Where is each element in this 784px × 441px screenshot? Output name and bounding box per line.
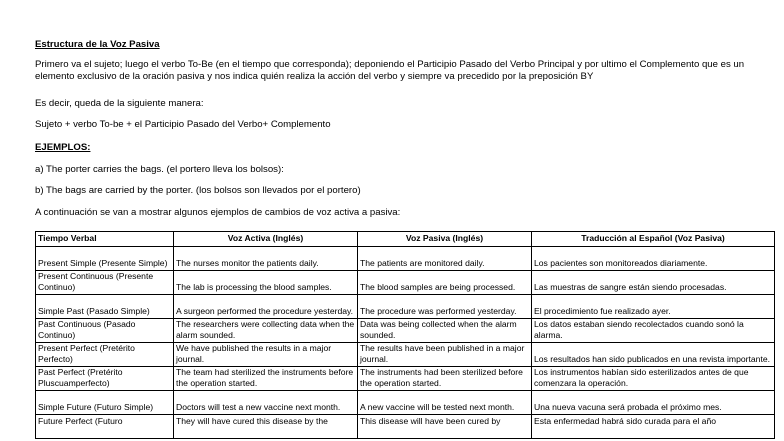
page-title: Estructura de la Voz Pasiva: [35, 39, 160, 50]
continuation-text: A continuación se van a mostrar algunos ejemplos de cambios de voz activa a pasiva:: [35, 207, 401, 218]
table-cell: The instruments had been sterilized before the operation started.: [358, 367, 532, 391]
table-header-row: [36, 232, 775, 247]
table-row: [36, 415, 775, 439]
formula-text: Sujeto + verbo To-be + el Participio Pasado del Verbo+ Complemento: [35, 119, 331, 130]
table-row: [36, 247, 775, 271]
table-cell: Present Simple (Presente Simple): [36, 247, 174, 271]
table-cell: A new vaccine will be tested next month.: [358, 391, 532, 415]
table-cell: We have published the results in a major journal.: [174, 343, 358, 367]
examples-heading: EJEMPLOS:: [35, 142, 91, 153]
table-cell: Present Perfect (Pretérito Perfecto): [36, 343, 174, 367]
table-cell: This disease will have been cured by: [358, 415, 532, 439]
header-traduccion: Traducción al Español (Voz Pasiva): [532, 232, 775, 247]
table-cell: They will have cured this disease by the: [174, 415, 358, 439]
table-row: [36, 343, 775, 367]
table-row: [36, 391, 775, 415]
table-cell: Past Continuous (Pasado Continuo): [36, 319, 174, 343]
table-cell: Esta enfermedad habrá sido curada para el año: [532, 415, 775, 439]
es-decir-text: Es decir, queda de la siguiente manera:: [35, 98, 204, 109]
table-row: [36, 271, 775, 295]
table-cell: A surgeon performed the procedure yesterday.: [174, 295, 358, 319]
table-cell: The blood samples are being processed.: [358, 271, 532, 295]
table-row: [36, 367, 775, 391]
table-cell: Simple Past (Pasado Simple): [36, 295, 174, 319]
table-cell: The nurses monitor the patients daily.: [174, 247, 358, 271]
table-cell: Los resultados han sido publicados en una revista importante.: [532, 343, 775, 367]
table-cell: Present Continuous (Presente Continuo): [36, 271, 174, 295]
table-cell: Future Perfect (Futuro: [36, 415, 174, 439]
header-voz-activa: Voz Activa (Inglés): [174, 232, 358, 247]
table-cell: Los instrumentos habían sido esterilizados antes de que comenzara la operación.: [532, 367, 775, 391]
table-cell: Las muestras de sangre están siendo procesadas.: [532, 271, 775, 295]
table-cell: The patients are monitored daily.: [358, 247, 532, 271]
table-cell: The results have been published in a major journal.: [358, 343, 532, 367]
intro-paragraph: Primero va el sujeto; luego el verbo To-Be (en el tiempo que corresponda); deponiendo el Participio Pasado del Verbo Principal y por ultimo el Complemento que es un elemento exclusivo de la oración pasiva y nos indica quién realiza la acción del verbo y siempre va precedido por la preposición BY: [35, 59, 745, 82]
table-row: [36, 319, 775, 343]
table-cell: Los datos estaban siendo recolectados cuando sonó la alarma.: [532, 319, 775, 343]
table-cell: The procedure was performed yesterday.: [358, 295, 532, 319]
table-cell: Doctors will test a new vaccine next month.: [174, 391, 358, 415]
header-voz-pasiva: Voz Pasiva (Inglés): [358, 232, 532, 247]
table-cell: The researchers were collecting data when the alarm sounded.: [174, 319, 358, 343]
example-a: a) The porter carries the bags. (el portero lleva los bolsos):: [35, 164, 284, 175]
example-b: b) The bags are carried by the porter. (los bolsos son llevados por el portero): [35, 185, 361, 196]
table-cell: Los pacientes son monitoreados diariamente.: [532, 247, 775, 271]
table-cell: Data was being collected when the alarm sounded.: [358, 319, 532, 343]
table-cell: Past Perfect (Pretérito Pluscuamperfecto): [36, 367, 174, 391]
table-cell: El procedimiento fue realizado ayer.: [532, 295, 775, 319]
table-cell: Simple Future (Futuro Simple): [36, 391, 174, 415]
table-cell: The lab is processing the blood samples.: [174, 271, 358, 295]
header-tiempo-verbal: Tiempo Verbal: [36, 232, 174, 247]
table-cell: Una nueva vacuna será probada el próximo mes.: [532, 391, 775, 415]
table-cell: The team had sterilized the instruments before the operation started.: [174, 367, 358, 391]
table-row: [36, 295, 775, 319]
voice-examples-table: [35, 231, 775, 439]
